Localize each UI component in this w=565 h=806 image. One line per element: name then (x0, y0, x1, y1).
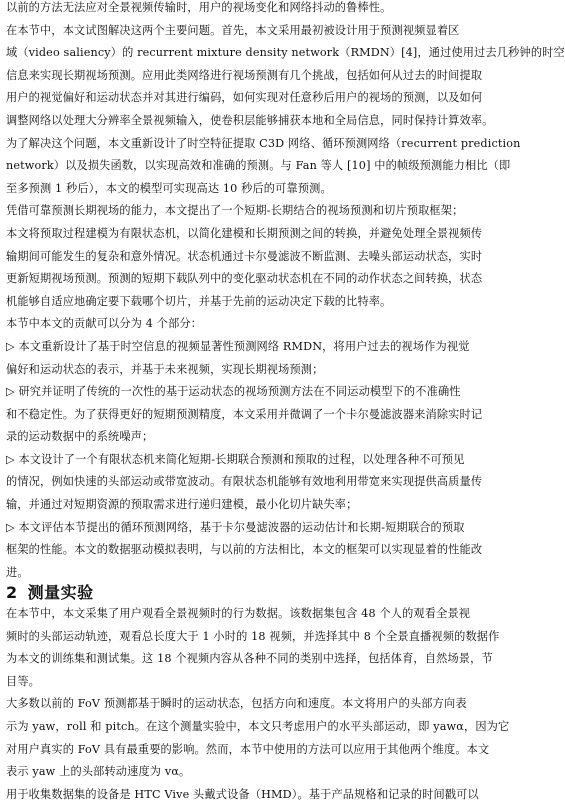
text-line: ▷ 本文评估本节提出的循环预测网络，基于卡尔曼滤波器的运动估计和长期-短期联合的预取 (6, 520, 465, 534)
text-line: 表示 yaw 上的头部转动速度为 vα。 (6, 765, 191, 779)
text-line: 更新短期视场预测。预测的短期下载队列中的变化驱动状态机在不同的动作状态之间转换，状态 (6, 272, 483, 286)
section-measurement-body (6, 603, 508, 806)
text-line: ▷ 研究并证明了传统的一次性的基于运动状态的视场预测方法在不同运动模型下的不准确性 (6, 385, 461, 399)
section-number: 2 (6, 583, 18, 602)
text-line: 域（video saliency）的 recurrent mixture density network（RMDN）[4]，通过使用过去几秒钟的时空 (6, 46, 565, 60)
text-line: ▷ 本文重新设计了基于时空信息的视频显著性预测网络 RMDN，将用户过去的视场作为视觉 (6, 339, 470, 353)
section-title: 测量实验 (27, 583, 94, 602)
text-line: 目等。 (6, 674, 41, 688)
text-line: 机能够自适应地确定要下载哪个切片，并基于先前的运动决定下载的比特率。 (6, 294, 392, 308)
text-line: 为本文的训练集和测试集。这 18 个视频内容从各种不同的类别中选择，包括体育，自然场景，节 (6, 652, 493, 666)
text-line: 为了解决这个问题，本文重新设计了时空特征提取 C3D 网络、循环预测网络（recurrent prediction (6, 136, 521, 150)
text-line: 信息来实现长期视场预测。应用此类网络进行视场预测有几个挑战，包括如何从过去的时间提取 (6, 68, 483, 82)
text-line: 框架的性能。本文的数据驱动模拟表明，与以前的方法相比，本文的框架可以实现显着的性能改 (6, 543, 483, 557)
text-line: 本文将预取过程建模为有限状态机，以简化建模和长期预测之间的转换，并避免处理全景视频传 (6, 226, 483, 240)
text-line: ▷ 本文设计了一个有限状态机来简化短期-长期联合预测和预取的过程，以处理各种不可预见 (6, 452, 465, 466)
text-line: 频时的头部运动轨迹，观看总长度大于 1 小时的 18 视频，并选择其中 8 个全景直播视频的数据作 (6, 629, 500, 643)
text-line: network）以及损失函数，以实现高效和准确的预测。与 Fan 等人 [10] 中的帧级预测能力相比（即 (6, 159, 511, 173)
text-line: 输，并通过对短期资源的预取需求进行递归建模，最小化切片缺失率； (6, 498, 358, 512)
text-line: 偏好和运动状态的表示，并基于未来视频，实现长期视场预测； (6, 362, 324, 376)
text-line: 录的运动数据中的系统噪声； (6, 430, 154, 444)
text-line: 对用户真实的 FoV 具有最重要的影响。然而，本节中使用的方法可以应用于其他两个维度。本文 (6, 742, 490, 756)
text-line: 调整网络以处理大分辨率全景视频输入，使卷积层能够捕获本地和全局信息，同时保持计算效率。 (6, 113, 494, 127)
section-heading (6, 580, 94, 603)
section-intro-body (6, 0, 565, 584)
text-line: 凭借可靠预测长期视场的能力，本文提出了一个短期-长期结合的视场预测和切片预取框架； (6, 204, 464, 218)
text-line: 以前的方法无法应对全景视频传输时，用户的视场变化和网络抖动的鲁棒性。 (6, 1, 392, 14)
text-line: 在本节中，本文试图解决这两个主要问题。首先，本文采用最初被设计用于预测视频显着区 (6, 23, 460, 37)
text-line: 和不稳定性。为了获得更好的短期预测精度，本文采用并微调了一个卡尔曼滤波器来消除实时记 (6, 407, 483, 421)
text-line: 用户的视觉偏好和运动状态并对其进行编码，如何实现对任意秒后用户的视场的预测，以及如何 (6, 91, 483, 105)
text-line: 进。 (6, 565, 29, 579)
text-line: 至多预测 1 秒后），本文的模型可实现高达 10 秒后的可靠预测。 (6, 181, 332, 195)
text-line: 示为 yaw，roll 和 pitch。在这个测量实验中，本文只考虑用户的水平头部运动，即 yawα，因为它 (6, 719, 510, 733)
text-line: 用于收集数据集的设备是 HTC Vive 头戴式设备（HMD）。基于产品规格和记录的时间戳可以 (6, 787, 479, 801)
text-line: 大多数以前的 FoV 预测都基于瞬时的运动状态，包括方向和速度。本文将用户的头部方向表 (6, 697, 467, 711)
text-line: 输期间可能发生的复杂和意外情况。状态机通过卡尔曼滤波不断监测、去噪头部运动状态，实时 (6, 249, 483, 263)
text-line: 本节中本文的贡献可以分为 4 个部分： (6, 317, 203, 331)
text-line: 在本节中，本文采集了用户观看全景视频时的行为数据。该数据集包含 48 个人的观看全景视 (6, 607, 471, 620)
text-line: 的情况，例如快速的头部运动或带宽波动。有限状态机能够有效地利用带宽来实现提供高质量传 (6, 475, 483, 489)
